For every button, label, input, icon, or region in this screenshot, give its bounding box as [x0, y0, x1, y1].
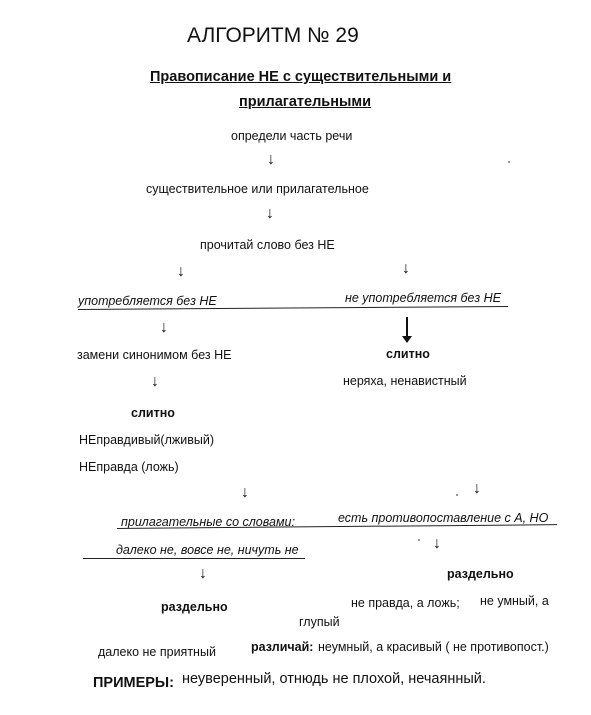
algorithm-title: АЛГОРИТМ № 29 [187, 24, 359, 47]
adjectives-with-words-label: прилагательные со словами: [121, 515, 295, 529]
step-read-without-ne: прочитай слово без НЕ [200, 238, 335, 252]
page-title-line-2: прилагательными [239, 94, 371, 110]
example-nepravda: НЕправда (ложь) [79, 460, 179, 474]
together-label-right: слитно [386, 347, 430, 361]
contrast-example-1: не правда, а ложь; [351, 596, 460, 610]
scan-speck [508, 161, 510, 163]
together-label-left: слитно [131, 406, 175, 420]
contrast-example-3: глупый [299, 615, 340, 629]
bold-arrow-head-icon [402, 336, 412, 343]
right-branch-example: неряха, ненавистный [343, 374, 467, 388]
arrow-down-icon: ↓ [473, 480, 481, 497]
examples-label: ПРИМЕРЫ: [93, 675, 174, 691]
not-used-without-ne-label: не употребляется без НЕ [345, 291, 502, 305]
example-nepravdivy: НЕправдивый(лживый) [79, 433, 214, 447]
scan-speck [418, 539, 420, 541]
far-not-pleasant-example: далеко не приятный [98, 645, 216, 659]
arrow-down-icon: ↓ [151, 373, 159, 390]
replace-with-synonym: замени синонимом без НЕ [77, 348, 232, 362]
used-without-ne-label: употребляется без НЕ [78, 294, 217, 308]
words-list-underline [83, 558, 305, 559]
distinguish-text: неумный, а красивый ( не противопост.) [318, 640, 549, 654]
arrow-down-icon: ↓ [266, 205, 274, 222]
step-determine-part-of-speech: определи часть речи [231, 129, 353, 143]
arrow-down-icon: ↓ [160, 319, 168, 336]
adjective-words-list: далеко не, вовсе не, ничуть не [116, 543, 299, 557]
separate-label-left: раздельно [161, 600, 228, 614]
page-title-line-1: Правописание НЕ с существительными и [150, 69, 452, 85]
contrast-example-2: не умный, а [480, 594, 549, 608]
step-noun-or-adjective: существительное или прилагательное [146, 182, 369, 196]
contrast-label: есть противопоставление с А, НО [338, 511, 549, 525]
arrow-down-icon: ↓ [241, 484, 249, 501]
arrow-down-icon: ↓ [402, 260, 410, 277]
bold-arrow-down-icon [406, 317, 408, 338]
distinguish-label: различай: [251, 640, 314, 654]
scan-speck [456, 494, 458, 496]
arrow-down-icon: ↓ [267, 151, 275, 168]
separate-label-right: раздельно [447, 567, 514, 581]
examples-text: неуверенный, отнюдь не плохой, нечаянный. [182, 671, 486, 687]
arrow-down-icon: ↓ [177, 263, 185, 280]
arrow-down-icon: ↓ [433, 535, 441, 552]
arrow-down-icon: ↓ [199, 565, 207, 582]
